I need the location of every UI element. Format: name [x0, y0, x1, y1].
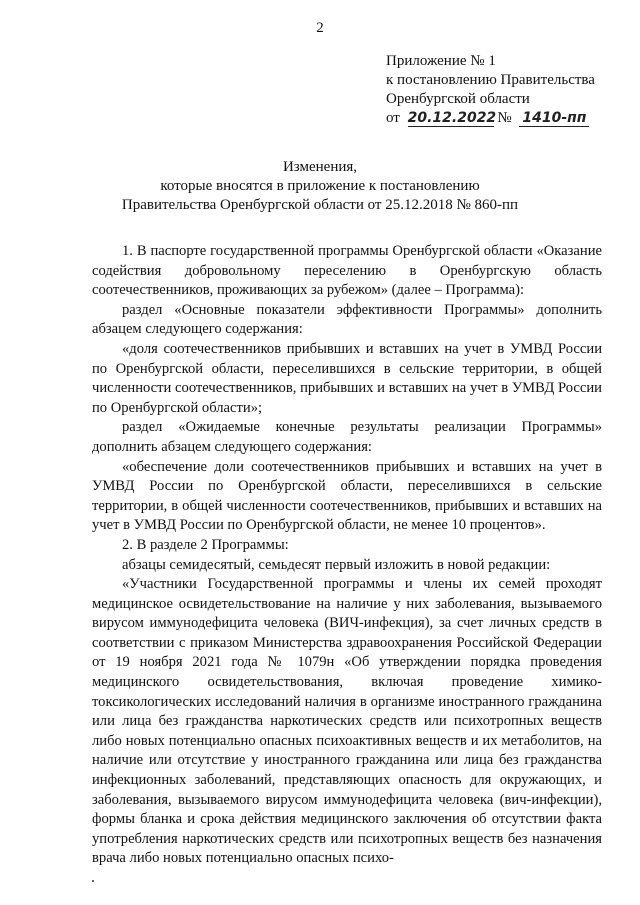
handwritten-date: 20.12.2022	[407, 110, 497, 126]
paragraph-7: абзацы семидесятый, семьдесят первый изложить в новой редакции:	[122, 556, 551, 573]
paragraph-3: «доля соотечественников прибывших и вставших на учет в УМВД России по Оренбургской области, переселившихся в сельские территории, в общей численности соотечественников, прибывших и вставших на учет в УМВД России по Оренбургской области»;	[92, 340, 602, 416]
from-label: от	[386, 110, 400, 126]
paragraph-2: раздел «Основные показатели эффективности Программы» дополнить абзацем следующего содержания:	[92, 301, 602, 338]
document-title	[0, 158, 640, 215]
title-line-2: которые вносятся в приложение к постановлению	[160, 178, 480, 194]
page-number: 2	[316, 20, 324, 36]
paragraph-8: «Участники Государственной программы и члены их семей проходят медицинское освидетельствование на наличие у них заболевания, вызываемого вирусом иммунодефицита человека (ВИЧ-инфекция), за счет личных средств в соответствии с приказом Министерства здравоохранения Российской Федерации от 19 ноября 2021 года № 1079н «Об утверждении порядка проведения медицинского освидетельствования, включая проведение химико-токсикологических исследований наличия в организме иностранного гражданина или лица без гражданства наркотических средств или психотропных веществ либо новых потенциально опасных психоактивных веществ и их метаболитов, на наличие или отсутствие у иностранного гражданина или лица без гражданства инфекционных заболеваний, представляющих опасность для окружающих, и заболевания, вызываемого вирусом иммунодефицита человека (вич-инфекции), формы бланка и срока действия медицинского заключения об отсутствии факта употребления наркотических средств или психотропных веществ без назначения врача либо новых потенциально опасных психо-	[92, 576, 602, 867]
appendix-date-line	[386, 109, 595, 128]
paragraph-6: 2. В разделе 2 Программы:	[122, 536, 289, 553]
scan-artifact-dot	[92, 880, 94, 882]
paragraph-1: 1. В паспорте государственной программы Оренбургской области «Оказание содействия добровольному переселению в Оренбургскую область соотечественников, проживающих за рубежом» (далее – Программа):	[92, 243, 602, 299]
appendix-line-2: к постановлению Правительства	[386, 72, 595, 88]
appendix-block	[386, 52, 595, 128]
number-label: №	[497, 110, 512, 126]
title-line-3: Правительства Оренбургской области от 25.12.2018 № 860-пп	[121, 197, 519, 213]
handwritten-number: 1410-пп	[519, 110, 589, 127]
document-body	[92, 242, 602, 869]
appendix-line-1: Приложение № 1	[386, 53, 496, 69]
appendix-line-3: Оренбургской области	[386, 91, 530, 107]
paragraph-5: «обеспечение доли соотечественников прибывших и вставших на учет в УМВД России по Оренбургской области, переселившихся в сельские территории, в общей численности соотечественников, прибывших и вставших на учет в УМВД России по Оренбургской области, не менее 10 процентов».	[92, 458, 602, 534]
paragraph-4: раздел «Ожидаемые конечные результаты реализации Программы» дополнить абзацем следующего содержания:	[92, 419, 602, 455]
title-line-1: Изменения,	[282, 159, 358, 175]
